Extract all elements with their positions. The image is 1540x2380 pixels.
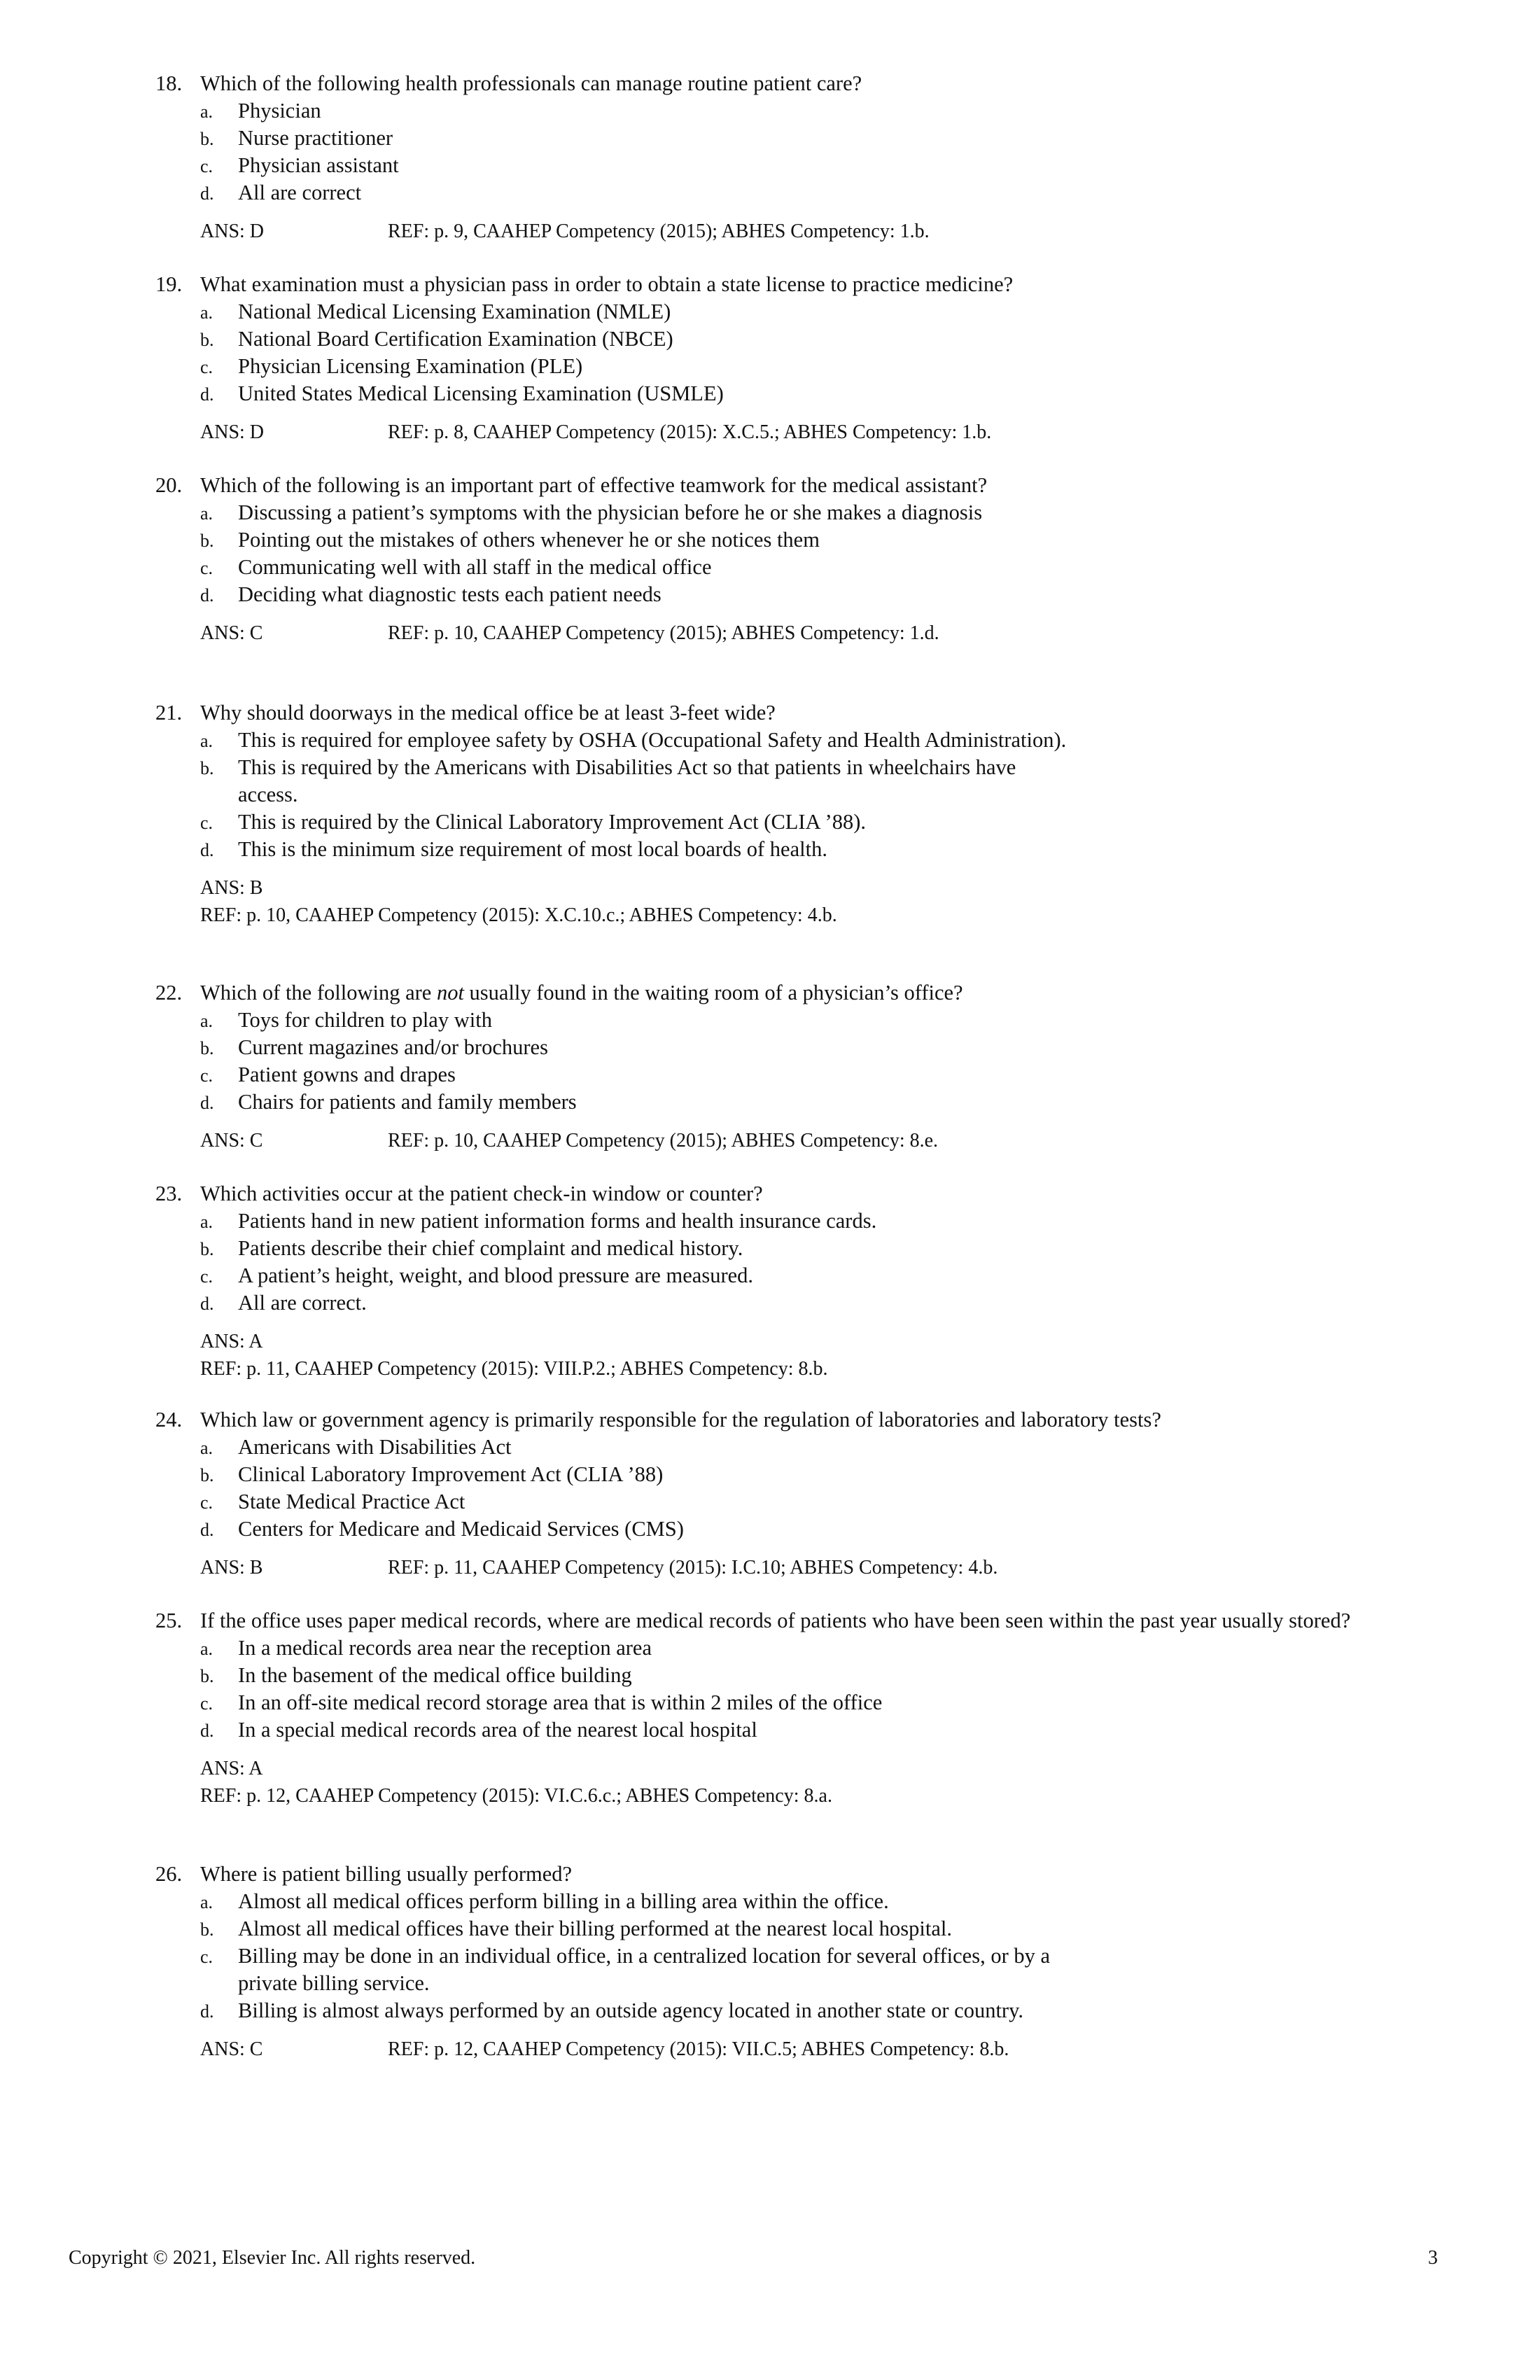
option-b xyxy=(155,1461,1415,1488)
question-text: Why should doorways in the medical office be at least 3-feet wide? xyxy=(200,701,776,724)
option-text: All are correct xyxy=(238,181,362,204)
option-text: Patient gowns and drapes xyxy=(238,1063,456,1086)
answer-block xyxy=(155,874,1415,929)
option-text: Nurse practitioner xyxy=(238,126,393,150)
answer-block xyxy=(155,1328,1415,1382)
option-letter: d. xyxy=(200,1520,214,1540)
option-text: In the basement of the medical office building xyxy=(238,1663,632,1687)
question-text xyxy=(200,979,1415,1007)
question-text: Which of the following health professionals can manage routine patient care? xyxy=(200,71,862,95)
answer-options xyxy=(155,1007,1415,1116)
option-b xyxy=(155,1235,1415,1262)
question-number: 20. xyxy=(155,473,183,497)
option-text: Physician xyxy=(238,99,321,122)
option-letter: d. xyxy=(200,585,214,606)
option-letter: d. xyxy=(200,183,214,204)
question-26 xyxy=(155,1861,1415,2063)
question-20 xyxy=(155,472,1415,647)
option-letter: a. xyxy=(200,1892,214,1912)
option-c xyxy=(155,1689,1415,1716)
option-letter: c. xyxy=(200,357,214,377)
option-letter: c. xyxy=(200,1266,214,1287)
option-a xyxy=(155,1634,1415,1662)
option-text: In a special medical records area of the nearest local hospital xyxy=(238,1718,757,1742)
option-letter: a. xyxy=(200,1011,214,1031)
answer-key: ANS: C xyxy=(200,2038,263,2060)
option-c xyxy=(155,1061,1415,1088)
reference: REF: p. 12, CAAHEP Competency (2015): VI.C.6.c.; ABHES Competency: 8.a. xyxy=(200,1785,832,1807)
option-text: A patient’s height, weight, and blood pressure are measured. xyxy=(238,1264,754,1287)
question-text-emphasis: not xyxy=(436,981,464,1004)
copyright-notice: Copyright © 2021, Elsevier Inc. All rights reserved. xyxy=(69,2247,476,2269)
reference: REF: p. 10, CAAHEP Competency (2015); ABHES Competency: 8.e. xyxy=(388,1130,939,1152)
answer-line xyxy=(155,2036,1415,2063)
reference: REF: p. 11, CAAHEP Competency (2015): I.C.10; ABHES Competency: 4.b. xyxy=(388,1557,998,1578)
option-d xyxy=(155,1088,1415,1116)
option-text: In a medical records area near the reception area xyxy=(238,1636,652,1660)
option-letter: a. xyxy=(200,1639,214,1659)
option-letter: b. xyxy=(200,1239,214,1259)
option-letter: c. xyxy=(200,813,214,833)
question-stem xyxy=(155,1861,1415,1888)
answer-options xyxy=(155,97,1415,206)
option-text: Physician Licensing Examination (PLE) xyxy=(238,354,583,378)
reference: REF: p. 10, CAAHEP Competency (2015): X.C.10.c.; ABHES Competency: 4.b. xyxy=(200,904,837,926)
option-a xyxy=(155,1208,1415,1235)
option-text: Clinical Laboratory Improvement Act (CLIA ’88) xyxy=(238,1462,664,1486)
question-stem xyxy=(155,472,1415,499)
option-text: All are correct. xyxy=(238,1291,367,1315)
answer-line xyxy=(155,1554,1415,1581)
answer-key: ANS: C xyxy=(200,1130,263,1152)
option-b xyxy=(155,526,1415,554)
option-text: Americans with Disabilities Act xyxy=(238,1435,512,1459)
option-a xyxy=(155,727,1415,754)
option-letter: a. xyxy=(200,302,214,323)
option-letter: d. xyxy=(200,1294,214,1314)
question-stem xyxy=(155,70,1415,97)
answer-options xyxy=(155,1434,1415,1543)
question-stem xyxy=(155,271,1415,298)
option-b xyxy=(155,754,1415,808)
question-number: 19. xyxy=(155,272,183,296)
option-letter: d. xyxy=(200,384,214,405)
question-text: If the office uses paper medical records, where are medical records of patients who have been seen within the past year usually stored? xyxy=(200,1609,1351,1632)
answer-key: ANS: A xyxy=(200,1758,263,1779)
option-letter: d. xyxy=(200,840,214,860)
option-c xyxy=(155,1942,1415,1997)
option-text: United States Medical Licensing Examination (USMLE) xyxy=(238,382,724,405)
option-text: National Medical Licensing Examination (NMLE) xyxy=(238,300,671,323)
reference: REF: p. 12, CAAHEP Competency (2015): VII.C.5; ABHES Competency: 8.b. xyxy=(388,2038,1009,2060)
answer-key: ANS: B xyxy=(200,877,263,899)
option-letter: a. xyxy=(200,102,214,122)
option-d xyxy=(155,1516,1415,1543)
option-b xyxy=(155,1662,1415,1689)
reference: REF: p. 9, CAAHEP Competency (2015); ABHES Competency: 1.b. xyxy=(388,220,930,242)
option-text: Patients hand in new patient information forms and health insurance cards. xyxy=(238,1209,877,1233)
option-text: Physician assistant xyxy=(238,153,399,177)
option-b xyxy=(155,1034,1415,1061)
option-text: National Board Certification Examination (NBCE) xyxy=(238,327,673,351)
option-d xyxy=(155,1716,1415,1744)
option-d xyxy=(155,1997,1415,2024)
option-c xyxy=(155,1262,1415,1289)
option-text: This is required by the Clinical Laboratory Improvement Act (CLIA ’88). xyxy=(238,810,866,834)
question-stem xyxy=(155,979,1415,1007)
option-text: Deciding what diagnostic tests each patient needs xyxy=(238,582,662,606)
option-letter: c. xyxy=(200,1492,214,1513)
reference: REF: p. 8, CAAHEP Competency (2015): X.C.5.; ABHES Competency: 1.b. xyxy=(388,421,992,443)
option-text: Billing may be done in an individual office, in a centralized location for several offices, or by a private billing service. xyxy=(238,1944,1051,1995)
option-text: Communicating well with all staff in the medical office xyxy=(238,555,712,579)
question-number: 25. xyxy=(155,1609,183,1632)
answer-line xyxy=(155,419,1415,446)
option-letter: b. xyxy=(200,758,214,778)
option-text: Chairs for patients and family members xyxy=(238,1090,577,1114)
option-c xyxy=(155,152,1415,179)
option-text: Pointing out the mistakes of others whenever he or she notices them xyxy=(238,528,820,552)
option-c xyxy=(155,808,1415,836)
option-a xyxy=(155,1434,1415,1461)
question-text-part: usually found in the waiting room of a physician’s office? xyxy=(463,981,963,1004)
option-text: Current magazines and/or brochures xyxy=(238,1035,548,1059)
option-c xyxy=(155,353,1415,380)
answer-key: ANS: B xyxy=(200,1557,263,1578)
option-d xyxy=(155,581,1415,608)
option-d xyxy=(155,380,1415,407)
question-number: 21. xyxy=(155,701,183,724)
question-stem xyxy=(155,1607,1415,1634)
question-25 xyxy=(155,1607,1415,1809)
answer-options xyxy=(155,499,1415,608)
question-number: 24. xyxy=(155,1408,183,1432)
option-text: In an off-site medical record storage area that is within 2 miles of the office xyxy=(238,1690,883,1714)
answer-line xyxy=(155,1127,1415,1154)
question-number: 23. xyxy=(155,1182,183,1205)
option-letter: d. xyxy=(200,1093,214,1113)
page-number: 3 xyxy=(1428,2247,1438,2269)
question-23 xyxy=(155,1180,1415,1382)
option-c xyxy=(155,1488,1415,1516)
option-text: State Medical Practice Act xyxy=(238,1490,465,1513)
question-text: Which of the following is an important part of effective teamwork for the medical assistant? xyxy=(200,473,988,497)
option-letter: b. xyxy=(200,330,214,350)
option-letter: c. xyxy=(200,156,214,176)
question-18 xyxy=(155,70,1415,245)
option-letter: b. xyxy=(200,1919,214,1940)
question-stem xyxy=(155,699,1415,727)
option-text: Discussing a patient’s symptoms with the physician before he or she makes a diagnosis xyxy=(238,500,983,524)
question-text-part: Which of the following are xyxy=(200,981,437,1004)
question-stem xyxy=(155,1406,1415,1434)
answer-options xyxy=(155,1888,1415,2024)
option-a xyxy=(155,97,1415,125)
option-d xyxy=(155,836,1415,863)
question-number: 22. xyxy=(155,981,183,1004)
option-letter: b. xyxy=(200,1038,214,1058)
option-text: This is the minimum size requirement of most local boards of health. xyxy=(238,837,827,861)
question-text: Which law or government agency is primarily responsible for the regulation of laboratories and laboratory tests? xyxy=(200,1408,1161,1432)
question-19 xyxy=(155,271,1415,446)
option-text: Toys for children to play with xyxy=(238,1008,492,1032)
answer-options xyxy=(155,1634,1415,1744)
option-letter: a. xyxy=(200,503,214,524)
option-letter: b. xyxy=(200,531,214,551)
option-letter: c. xyxy=(200,1693,214,1714)
answer-line xyxy=(155,218,1415,245)
question-number: 18. xyxy=(155,71,183,95)
answer-options xyxy=(155,1208,1415,1317)
answer-key: ANS: A xyxy=(200,1331,263,1352)
answer-key: ANS: D xyxy=(200,421,265,443)
option-letter: a. xyxy=(200,731,214,751)
option-letter: b. xyxy=(200,129,214,149)
option-c xyxy=(155,554,1415,581)
option-letter: c. xyxy=(200,1947,214,1967)
option-letter: d. xyxy=(200,1721,214,1741)
option-a xyxy=(155,298,1415,326)
option-letter: b. xyxy=(200,1666,214,1686)
option-text: Centers for Medicare and Medicaid Services (CMS) xyxy=(238,1517,684,1541)
option-d xyxy=(155,1289,1415,1317)
option-letter: c. xyxy=(200,1065,214,1086)
option-text: Almost all medical offices have their billing performed at the nearest local hospital. xyxy=(238,1917,953,1940)
option-letter: c. xyxy=(200,558,214,578)
option-letter: d. xyxy=(200,2001,214,2022)
answer-options xyxy=(155,727,1415,863)
option-text: Billing is almost always performed by an outside agency located in another state or country. xyxy=(238,1998,1023,2022)
option-b xyxy=(155,326,1415,353)
reference: REF: p. 11, CAAHEP Competency (2015): VIII.P.2.; ABHES Competency: 8.b. xyxy=(200,1358,828,1380)
question-text: Where is patient billing usually performed? xyxy=(200,1862,573,1886)
question-text: Which activities occur at the patient check-in window or counter? xyxy=(200,1182,763,1205)
answer-key: ANS: C xyxy=(200,622,263,644)
option-text: Almost all medical offices perform billing in a billing area within the office. xyxy=(238,1889,889,1913)
option-letter: b. xyxy=(200,1465,214,1485)
answer-options xyxy=(155,298,1415,407)
answer-line xyxy=(155,620,1415,647)
option-a xyxy=(155,1888,1415,1915)
option-b xyxy=(155,1915,1415,1942)
question-text: What examination must a physician pass in order to obtain a state license to practice medicine? xyxy=(200,272,1014,296)
option-text: This is required by the Americans with Disabilities Act so that patients in wheelchairs have access. xyxy=(238,755,1016,806)
answer-block xyxy=(155,1755,1415,1809)
option-text: Patients describe their chief complaint and medical history. xyxy=(238,1236,743,1260)
question-21 xyxy=(155,699,1415,929)
answer-key: ANS: D xyxy=(200,220,265,242)
question-24 xyxy=(155,1406,1415,1581)
option-letter: a. xyxy=(200,1438,214,1458)
question-22 xyxy=(155,979,1415,1154)
question-stem xyxy=(155,1180,1415,1208)
option-a xyxy=(155,1007,1415,1034)
question-number: 26. xyxy=(155,1862,183,1886)
option-b xyxy=(155,125,1415,152)
option-text: This is required for employee safety by OSHA (Occupational Safety and Health Administration). xyxy=(238,728,1067,752)
option-d xyxy=(155,179,1415,206)
option-a xyxy=(155,499,1415,526)
reference: REF: p. 10, CAAHEP Competency (2015); ABHES Competency: 1.d. xyxy=(388,622,939,644)
option-letter: a. xyxy=(200,1212,214,1232)
